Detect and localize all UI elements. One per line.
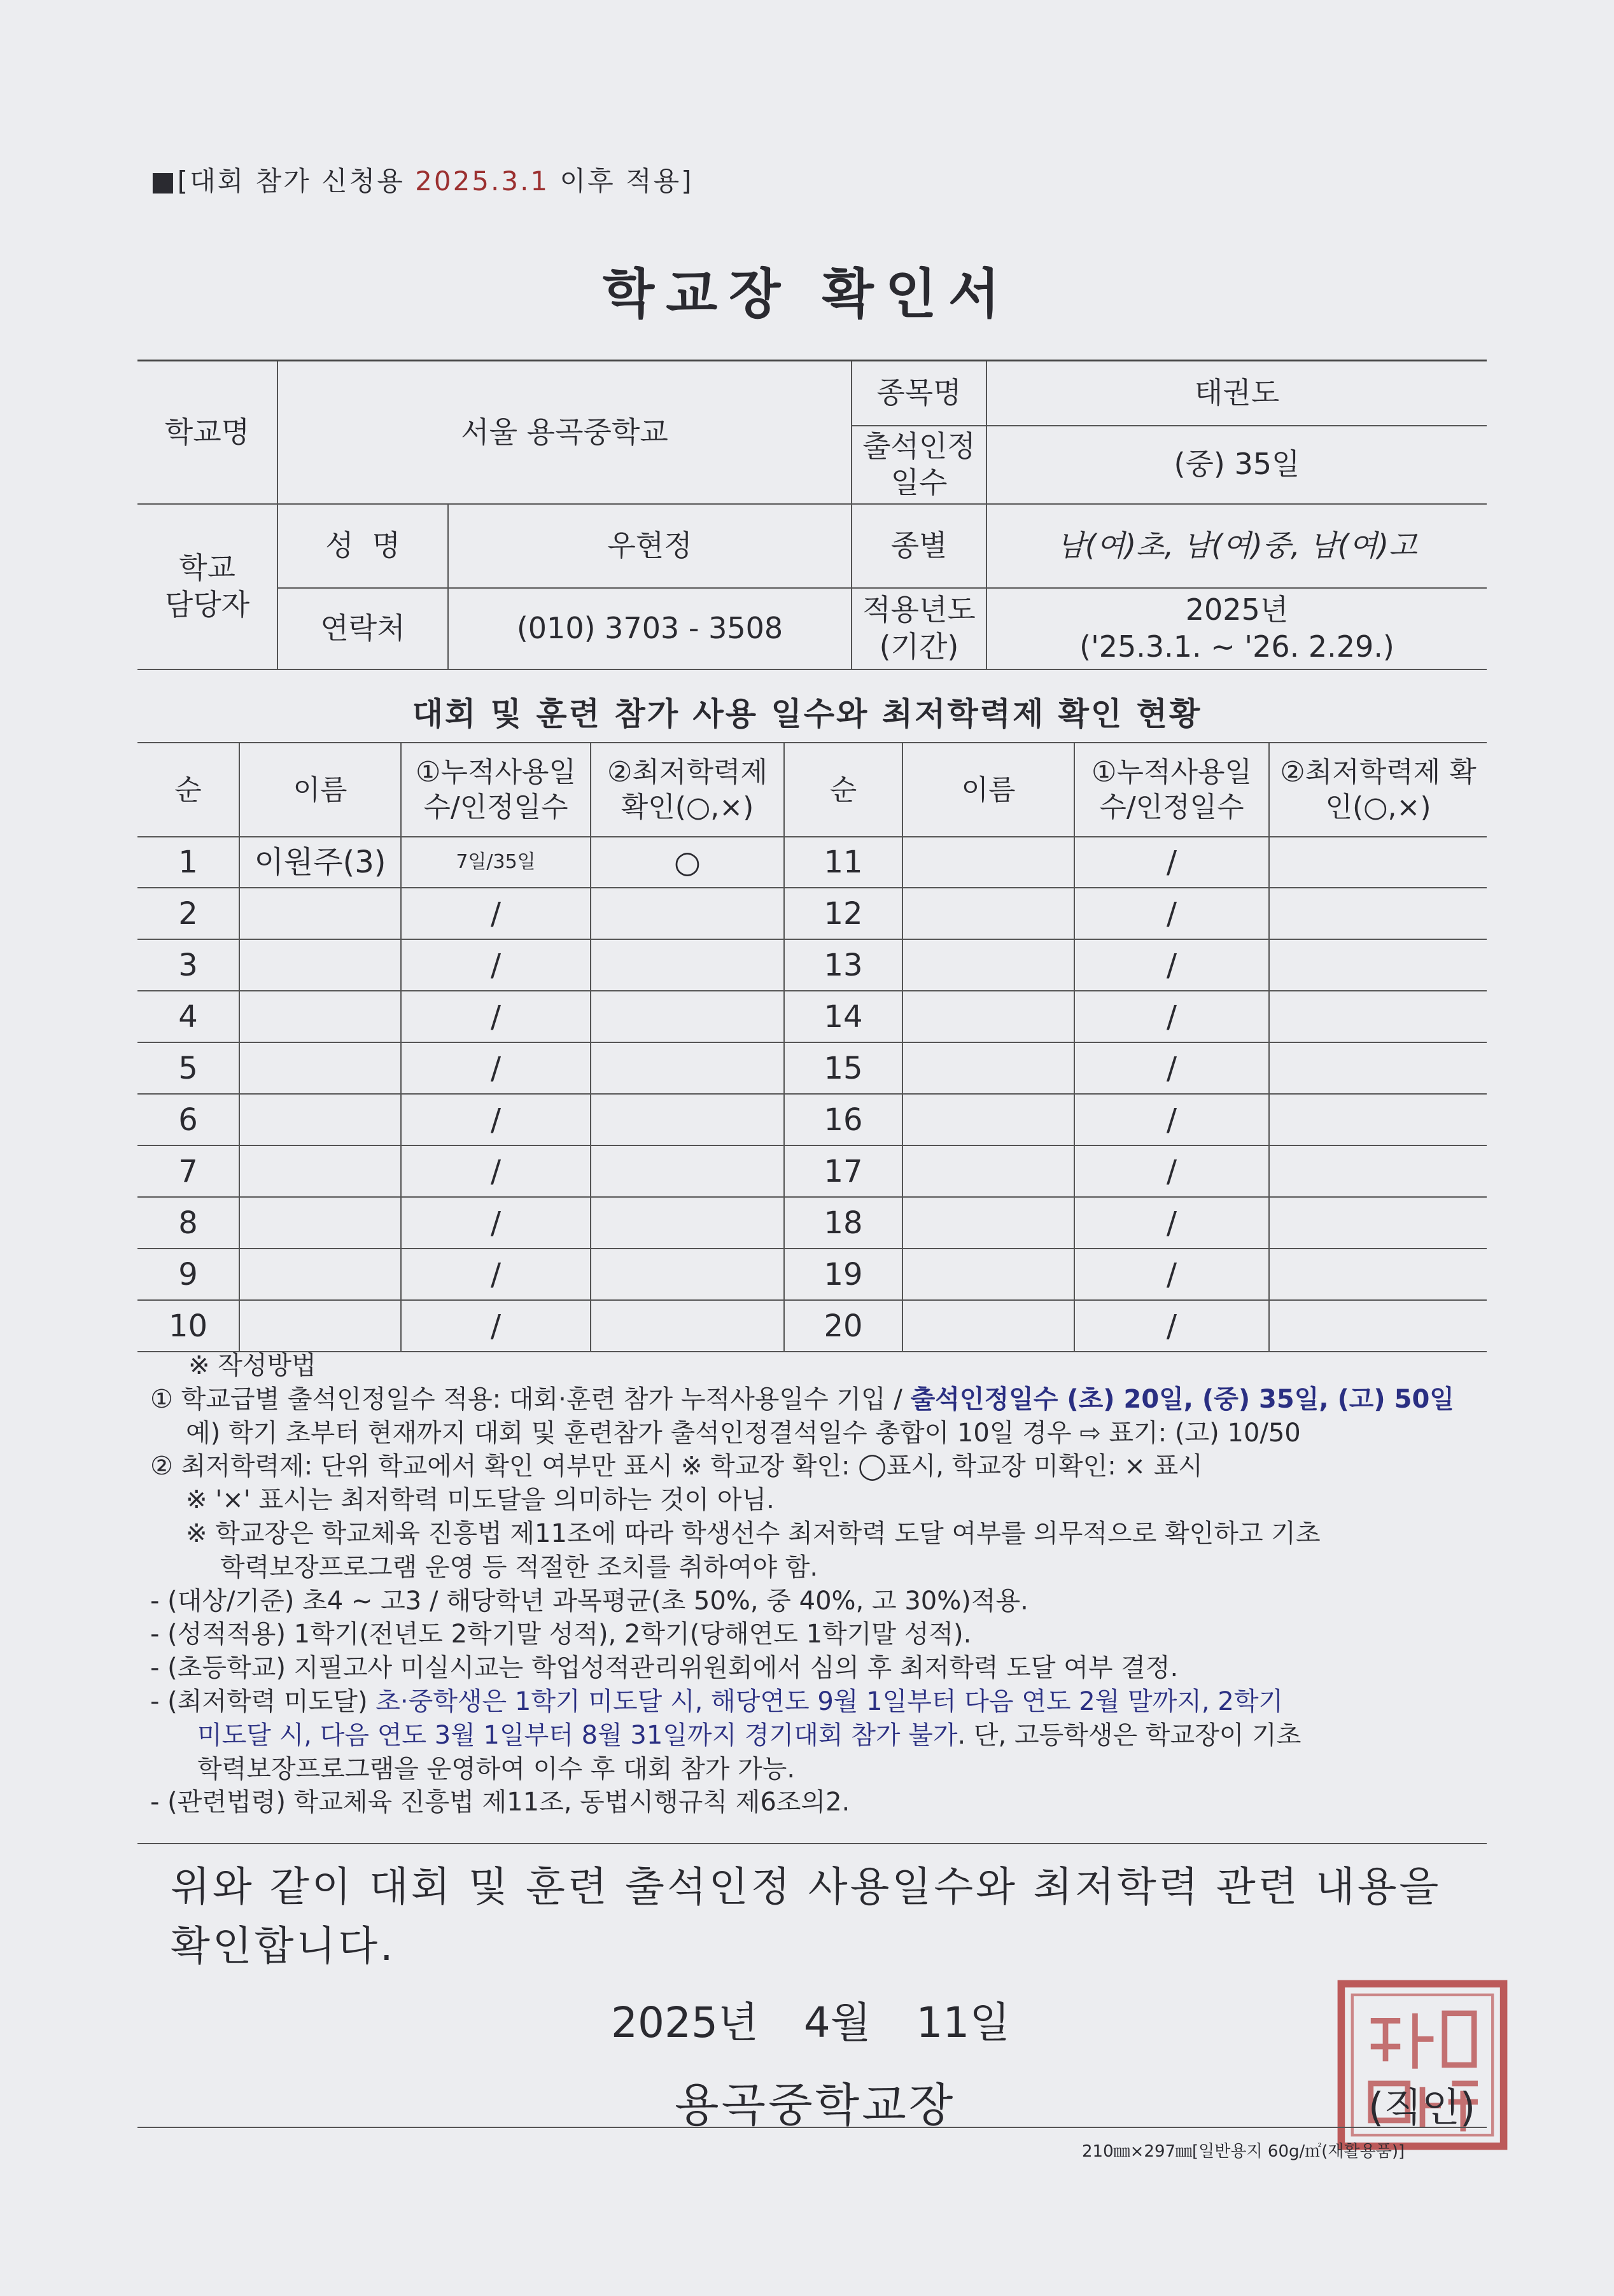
- row-number: 3: [137, 939, 239, 991]
- roster-table: [137, 742, 1487, 1352]
- row-number: 8: [137, 1197, 239, 1249]
- row-number: 7: [137, 1145, 239, 1197]
- student-name: [239, 939, 401, 991]
- student-name: [239, 991, 401, 1042]
- row-number: 4: [137, 991, 239, 1042]
- instruction-1: ① 학교급별 출석인정일수 적용: 대회·훈련 참가 누적사용일수 기입 / 출석인정일수 (초) 20일, (중) 35일, (고) 50일: [150, 1384, 1454, 1414]
- student-name: [239, 1042, 401, 1094]
- academic-check: ○: [591, 837, 784, 888]
- student-name: [902, 991, 1074, 1042]
- student-name: [239, 1197, 401, 1249]
- row-number: 18: [784, 1197, 902, 1249]
- days-used: /: [401, 991, 591, 1042]
- student-name: 이원주(3): [239, 837, 401, 888]
- academic-check: [591, 1300, 784, 1352]
- academic-check: [591, 888, 784, 939]
- criteria-not-met-cont: 미도달 시, 다음 연도 3월 1일부터 8월 31일까지 경기대회 참가 불가. 단, 고등학생은 학교장이 기초: [197, 1720, 1302, 1750]
- phone-label: 연락처: [277, 588, 448, 669]
- days-used: /: [401, 888, 591, 939]
- document-title: 학교장 확인서: [602, 263, 1012, 325]
- row-number: 2: [137, 888, 239, 939]
- instruction-2-note-2: ※ 학교장은 학교체육 진흥법 제11조에 따라 학생선수 최저학력 도달 여부를 의무적으로 확인하고 기초: [186, 1518, 1321, 1548]
- criteria-not-met-cont-2: 학력보장프로그램을 운영하여 이수 후 대회 참가 가능.: [197, 1754, 796, 1784]
- days-used: /: [1074, 1300, 1269, 1352]
- school-info-table: [137, 360, 1487, 670]
- days-used: /: [401, 1094, 591, 1145]
- table-row: [137, 888, 1487, 939]
- col-header-check: ②최저학력제 확인(○,×): [591, 743, 784, 837]
- contact-name-label: 성 명: [277, 504, 448, 588]
- row-number: 13: [784, 939, 902, 991]
- student-name: [902, 939, 1074, 991]
- days-used: /: [401, 1300, 591, 1352]
- col-header-no: 순: [137, 743, 239, 837]
- row-number: 11: [784, 837, 902, 888]
- row-number: 9: [137, 1249, 239, 1300]
- days-used: /: [1074, 888, 1269, 939]
- student-name: [239, 1094, 401, 1145]
- sport-label: 종목명: [852, 361, 986, 426]
- academic-check: [591, 939, 784, 991]
- days-used: /: [1074, 1197, 1269, 1249]
- table-row: [137, 1197, 1487, 1249]
- academic-check: [591, 1249, 784, 1300]
- student-name: [239, 1145, 401, 1197]
- phone-value: (010) 3703 - 3508: [448, 588, 852, 669]
- form-usage-note: ■[대회 참가 신청용 2025.3.1 이후 적용]: [150, 165, 694, 197]
- student-name: [902, 1300, 1074, 1352]
- academic-check: [591, 1145, 784, 1197]
- academic-check: [1269, 837, 1487, 888]
- row-number: 14: [784, 991, 902, 1042]
- principal-title: 용곡중학교장: [675, 2078, 956, 2132]
- academic-check: [1269, 1145, 1487, 1197]
- instructions-heading: ※ 작성방법: [188, 1351, 316, 1380]
- attendance-days-label: 출석인정 일수: [852, 426, 986, 504]
- row-number: 5: [137, 1042, 239, 1094]
- days-used: /: [1074, 939, 1269, 991]
- academic-check: [1269, 991, 1487, 1042]
- row-number: 16: [784, 1094, 902, 1145]
- contact-name-value: 우현정: [448, 504, 852, 588]
- student-name: [902, 1197, 1074, 1249]
- academic-check: [591, 1042, 784, 1094]
- table-row: [137, 939, 1487, 991]
- paper-spec-footer: 210㎜×297㎜[일반용지 60g/㎡(재활용품)]: [1082, 2142, 1405, 2161]
- academic-check: [591, 1094, 784, 1145]
- table-row: [137, 1094, 1487, 1145]
- category-label: 종별: [852, 504, 986, 588]
- student-name: [902, 1042, 1074, 1094]
- academic-check: [1269, 1249, 1487, 1300]
- days-used: /: [1074, 1042, 1269, 1094]
- row-number: 12: [784, 888, 902, 939]
- days-used: /: [401, 1197, 591, 1249]
- col-header-name: 이름: [239, 743, 401, 837]
- effective-date: 2025.3.1: [415, 165, 550, 197]
- days-used: /: [401, 1042, 591, 1094]
- table-row: [137, 1042, 1487, 1094]
- col-header-check-2: ②최저학력제 확인(○,×): [1269, 743, 1487, 837]
- attendance-days-value: (중) 35일: [986, 426, 1487, 504]
- academic-check: [1269, 1197, 1487, 1249]
- row-number: 20: [784, 1300, 902, 1352]
- table-row: [137, 991, 1487, 1042]
- row-number: 17: [784, 1145, 902, 1197]
- instruction-1-example: 예) 학기 초부터 현재까지 대회 및 훈련참가 출석인정결석일수 총합이 10일 경우 ⇨ 표기: (고) 10/50: [186, 1418, 1301, 1448]
- sport-value: 태권도: [986, 361, 1487, 426]
- divider: [137, 1843, 1487, 1844]
- days-used: /: [401, 939, 591, 991]
- student-name: [239, 888, 401, 939]
- days-used: /: [401, 1145, 591, 1197]
- instructions-block: [150, 1349, 1499, 1819]
- category-value: 남(여)초, 남(여)중, 남(여)고: [986, 504, 1487, 588]
- days-used: 7일/35일: [401, 837, 591, 888]
- criteria-target: - (대상/기준) 초4 ~ 고3 / 해당학년 과목평균(초 50%, 중 40%, 고 30%)적용.: [150, 1586, 1028, 1616]
- bottom-divider: [137, 2127, 1487, 2128]
- instruction-2: ② 최저학력제: 단위 학교에서 확인 여부만 표시 ※ 학교장 확인: ◯표시, 학교장 미확인: × 표시: [150, 1452, 1203, 1481]
- days-used: /: [1074, 1145, 1269, 1197]
- academic-check: [1269, 1300, 1487, 1352]
- roster-subtitle: 대회 및 훈련 참가 사용 일수와 최저학력제 확인 현황: [412, 696, 1202, 732]
- seal-label: (직인): [1368, 2084, 1476, 2131]
- criteria-law: - (관련법령) 학교체육 진흥법 제11조, 동법시행규칙 제6조의2.: [150, 1788, 850, 1817]
- school-name-label: 학교명: [137, 361, 277, 504]
- row-number: 6: [137, 1094, 239, 1145]
- col-header-name-2: 이름: [902, 743, 1074, 837]
- academic-check: [591, 1197, 784, 1249]
- row-number: 10: [137, 1300, 239, 1352]
- student-name: [902, 1094, 1074, 1145]
- academic-check: [1269, 939, 1487, 991]
- student-name: [902, 888, 1074, 939]
- table-row: [137, 1145, 1487, 1197]
- student-name: [239, 1249, 401, 1300]
- school-name-value: 서울 용곡중학교: [277, 361, 852, 504]
- academic-check: [1269, 1042, 1487, 1094]
- row-number: 19: [784, 1249, 902, 1300]
- col-header-days: ①누적사용일수/인정일수: [401, 743, 591, 837]
- table-row: [137, 837, 1487, 888]
- days-used: /: [401, 1249, 591, 1300]
- student-name: [902, 1145, 1074, 1197]
- row-number: 15: [784, 1042, 902, 1094]
- academic-check: [1269, 888, 1487, 939]
- academic-check: [1269, 1094, 1487, 1145]
- criteria-not-met: - (최저학력 미도달) 초·중학생은 1학기 미도달 시, 해당연도 9월 1일부터 다음 연도 2월 말까지, 2학기: [150, 1686, 1284, 1716]
- year-value: 2025년 ('25.3.1. ~ '26. 2.29.): [986, 588, 1487, 669]
- year-period: ('25.3.1. ~ '26. 2.29.): [1079, 629, 1394, 664]
- academic-check: [591, 991, 784, 1042]
- table-row: [137, 1249, 1487, 1300]
- table-row: [137, 1300, 1487, 1352]
- student-name: [902, 1249, 1074, 1300]
- instruction-2-note-2-cont: 학력보장프로그램 운영 등 적절한 조치를 취하여야 함.: [220, 1552, 818, 1582]
- year-label: 적용년도 (기간): [852, 588, 986, 669]
- issue-date: 2025년 4월 11일: [611, 1998, 1011, 2047]
- days-used: /: [1074, 1249, 1269, 1300]
- row-number: 1: [137, 837, 239, 888]
- days-used: /: [1074, 991, 1269, 1042]
- days-used: /: [1074, 1094, 1269, 1145]
- days-used: /: [1074, 837, 1269, 888]
- confirmation-text: 위와 같이 대회 및 훈련 출석인정 사용일수와 최저학력 관련 내용을 확인합니다.: [171, 1864, 1442, 1970]
- student-name: [902, 837, 1074, 888]
- student-name: [239, 1300, 401, 1352]
- criteria-grades: - (성적적용) 1학기(전년도 2학기말 성적), 2학기(당해연도 1학기말 성적).: [150, 1620, 972, 1649]
- criteria-elementary: - (초등학교) 지필고사 미실시교는 학업성적관리위원회에서 심의 후 최저학력 도달 여부 결정.: [150, 1653, 1179, 1683]
- school-contact-label: 학교 담당자: [137, 504, 277, 669]
- col-header-no-2: 순: [784, 743, 902, 837]
- instruction-2-note-1: ※ '×' 표시는 최저학력 미도달을 의미하는 것이 아님.: [186, 1485, 775, 1515]
- col-header-days-2: ①누적사용일수/인정일수: [1074, 743, 1269, 837]
